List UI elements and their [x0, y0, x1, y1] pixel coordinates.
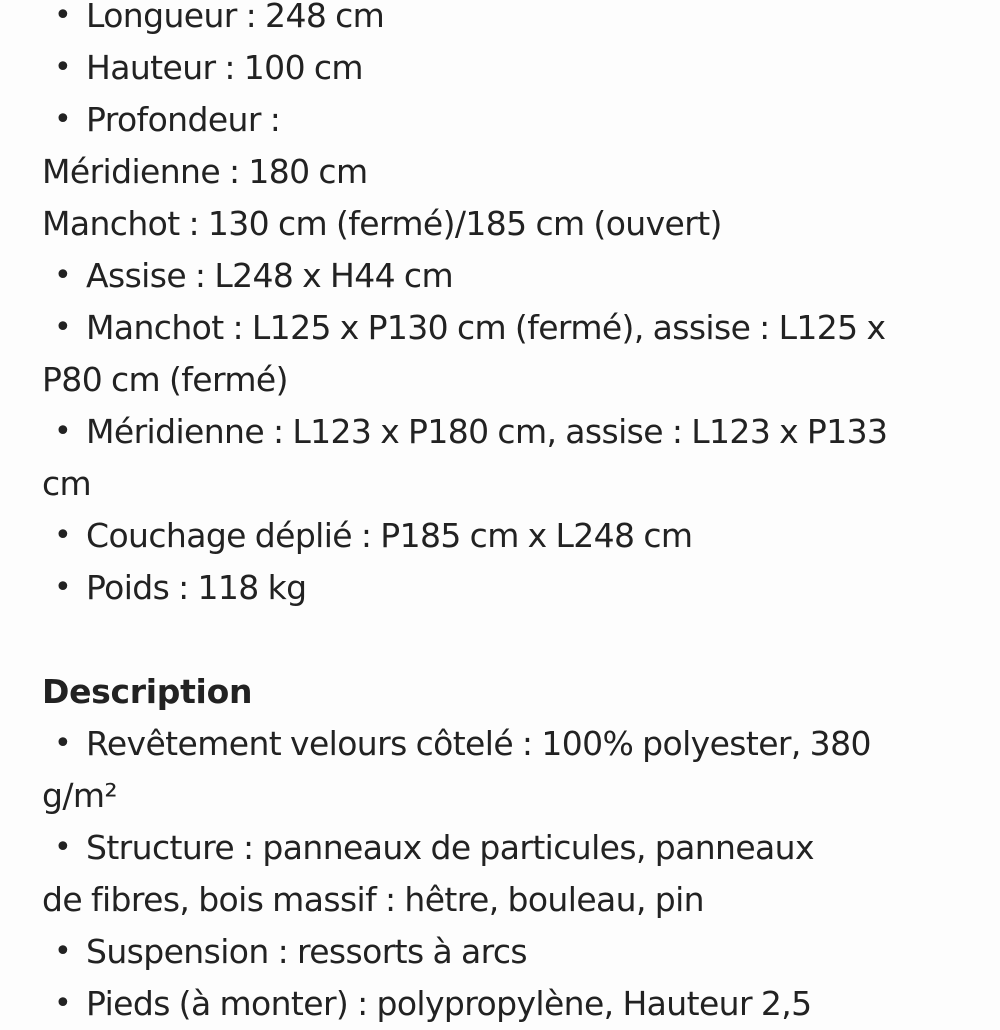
bullet-dot: •	[54, 726, 72, 761]
spec-length-text: Longueur : 248 cm	[86, 0, 385, 35]
desc-suspension-text: Suspension : ressorts à arcs	[86, 932, 528, 971]
bullet-dot: •	[54, 310, 72, 345]
spec-length	[42, 0, 982, 42]
spec-weight-text: Poids : 118 kg	[86, 568, 307, 607]
bullet-dot: •	[54, 986, 72, 1021]
desc-covering-cont-text: g/m²	[42, 776, 118, 815]
spec-manchot-cont-text: P80 cm (fermé)	[42, 360, 288, 399]
spec-sleeping-text: Couchage déplié : P185 cm x L248 cm	[86, 516, 693, 555]
spec-depth-meridienne-text: Méridienne : 180 cm	[42, 152, 368, 191]
bullet-dot: •	[54, 0, 72, 33]
spec-meridienne-cont-text: cm	[42, 464, 92, 503]
spec-depth	[42, 94, 982, 146]
spec-weight	[42, 562, 982, 614]
spec-height-text: Hauteur : 100 cm	[86, 48, 363, 87]
bullet-dot: •	[54, 50, 72, 85]
spec-meridienne-text: Méridienne : L123 x P180 cm, assise : L123 x P133	[86, 412, 888, 451]
spec-seat	[42, 250, 982, 302]
description-heading: Description	[42, 672, 253, 711]
spec-meridienne-cont	[42, 458, 982, 510]
bullet-dot: •	[54, 830, 72, 865]
spec-seat-text: Assise : L248 x H44 cm	[86, 256, 453, 295]
desc-feet	[42, 978, 982, 1030]
bullet-dot: •	[54, 414, 72, 449]
spec-height	[42, 42, 982, 94]
spec-depth-manchot	[42, 198, 982, 250]
desc-suspension	[42, 926, 982, 978]
bullet-dot: •	[54, 518, 72, 553]
spec-depth-text: Profondeur :	[86, 100, 281, 139]
bullet-dot: •	[54, 570, 72, 605]
desc-structure-cont	[42, 874, 982, 926]
desc-feet-text: Pieds (à monter) : polypropylène, Hauteur 2,5	[86, 984, 812, 1023]
spec-manchot-cont	[42, 354, 982, 406]
desc-covering-text: Revêtement velours côtelé : 100% polyester, 380	[86, 724, 871, 763]
desc-structure-text: Structure : panneaux de particules, panneaux	[86, 828, 814, 867]
spec-sleeping	[42, 510, 982, 562]
desc-covering	[42, 718, 982, 770]
desc-covering-cont	[42, 770, 982, 822]
spec-meridienne	[42, 406, 982, 458]
desc-structure-cont-text: de fibres, bois massif : hêtre, bouleau, pin	[42, 880, 704, 919]
spec-manchot-text: Manchot : L125 x P130 cm (fermé), assise : L125 x	[86, 308, 886, 347]
desc-structure	[42, 822, 982, 874]
spec-depth-meridienne	[42, 146, 982, 198]
bullet-dot: •	[54, 934, 72, 969]
bullet-dot: •	[54, 258, 72, 293]
bullet-dot: •	[54, 102, 72, 137]
spec-depth-manchot-text: Manchot : 130 cm (fermé)/185 cm (ouvert)	[42, 204, 722, 243]
spec-manchot	[42, 302, 982, 354]
